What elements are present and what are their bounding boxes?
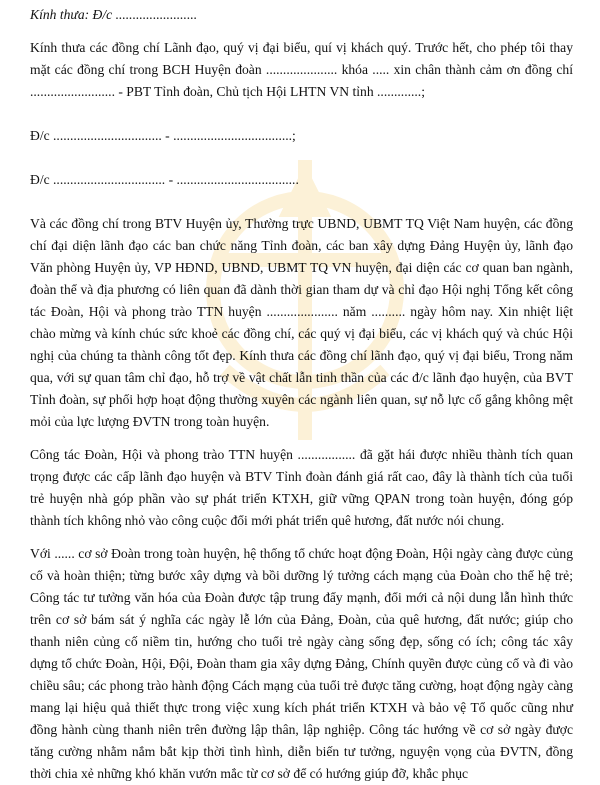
greeting-line: Kính thưa: Đ/c ........................ [30,7,198,22]
paragraph-organization: Với ...... cơ sở Đoàn trong toàn huyện, hệ thống tổ chức hoạt động Đoàn, Hội ngày càng được củng cố và hoàn thiện; từng bước xây dựng và bồi dưỡng lý tưởng cách mạng của Đoàn cho thế hệ trẻ; Công tác tư tưởng văn hóa của Đoàn được tập trung đẩy mạnh, đổi mới cả nội dung lẫn hình thức trên cơ sở bám sát ý nghĩa các ngày lễ lớn của Đảng, Đoàn, của quê hương, đất nước; giúp cho thanh niên củng cố niềm tin, hướng cho tuổi trẻ ngày càng sống đẹp, sống có ích; công tác xây dựng tổ chức Đoàn, Hội, Đội, Đoàn tham gia xây dựng Đảng, Chính quyền được củng cố và đi vào chiều sâu; các phong trào hành động Cách mạng của tuổi trẻ được tăng cường, hoạt động ngày càng mang lại hiệu quả thiết thực trong việc xung kích phát triển KTXH và bảo vệ Tổ quốc cũng như đồng hành cùng thanh niên trên đường lập thân, lập nghiệp. Công tác hướng về cơ sở ngày được tăng cường nhằm nắm bắt kịp thời tình hình, diễn biến tư tưởng, nguyện vọng của ĐVTN, đồng thời chia xẻ những khó khăn vướn mắc từ cơ sở để có hướng giúp đỡ, khắc phục [30,546,573,781]
document-body [30,4,573,785]
paragraph-welcome: Và các đồng chí trong BTV Huyện ủy, Thường trực UBND, UBMT TQ Việt Nam huyện, các đồng chí đại diện lãnh đạo các ban chức năng Tỉnh đoàn, các ban xây dựng Đảng Huyện ủy, lãnh đạo Văn phòng Huyện ủy, VP HĐND, UBND, UBMT TQ VN huyện, đại diện các cơ quan ban ngành, đoàn thể và địa phương có liên quan đã dành thời gian tham dự và chỉ đạo Hội nghị Tổng kết công tác Đoàn, Hội và phong trào TTN huyện ..................... năm .......... ngày hôm nay. Xin nhiệt liệt chào mừng và kính chúc sức khoẻ các đồng chí, các quý vị đại biểu, các vị khách quý và chúc Hội nghị của chúng ta thành công tốt đẹp. Kính thưa các đồng chí lãnh đạo, quý vị đại biểu, Trong năm qua, với sự quan tâm chỉ đạo, hỗ trợ về vật chất lẫn tinh thần của các đ/c lãnh đạo huyện, của BVT Tỉnh đoàn, sự phối hợp hoạt động thường xuyên các ngành liên quan, sự nỗ lực cố gắng không mệt mỏi của lực lượng ĐVTN trong toàn huyện. [30,216,573,429]
paragraph-achievements: Công tác Đoàn, Hội và phong trào TTN huyện ................. đã gặt hái được nhiều thành tích quan trọng được các cấp lãnh đạo huyện và BTV Tỉnh đoàn đánh giá rất cao, đây là thành tích của tuổi trẻ huyện nhà góp phần vào sự phát triển KTXH, giữ vững QPAN trong toàn huyện, đóng góp thành tích không nhỏ vào công cuộc đổi mới phát triển quê hương, đất nước nói chung. [30,447,573,528]
addressee-line-2: Đ/c ................................. - .................................... [30,172,299,187]
paragraph-opening-thanks: Kính thưa các đồng chí Lãnh đạo, quý vị đại biểu, quí vị khách quý. Trước hết, cho phép tôi thay mặt các đồng chí trong BCH Huyện đoàn ..................... khóa ..... xin chân thành cảm ơn đồng chí ......................... - PBT Tỉnh đoàn, Chủ tịch Hội LHTN VN tỉnh .............; [30,40,573,99]
addressee-line-1: Đ/c ................................ - ...................................; [30,128,296,143]
